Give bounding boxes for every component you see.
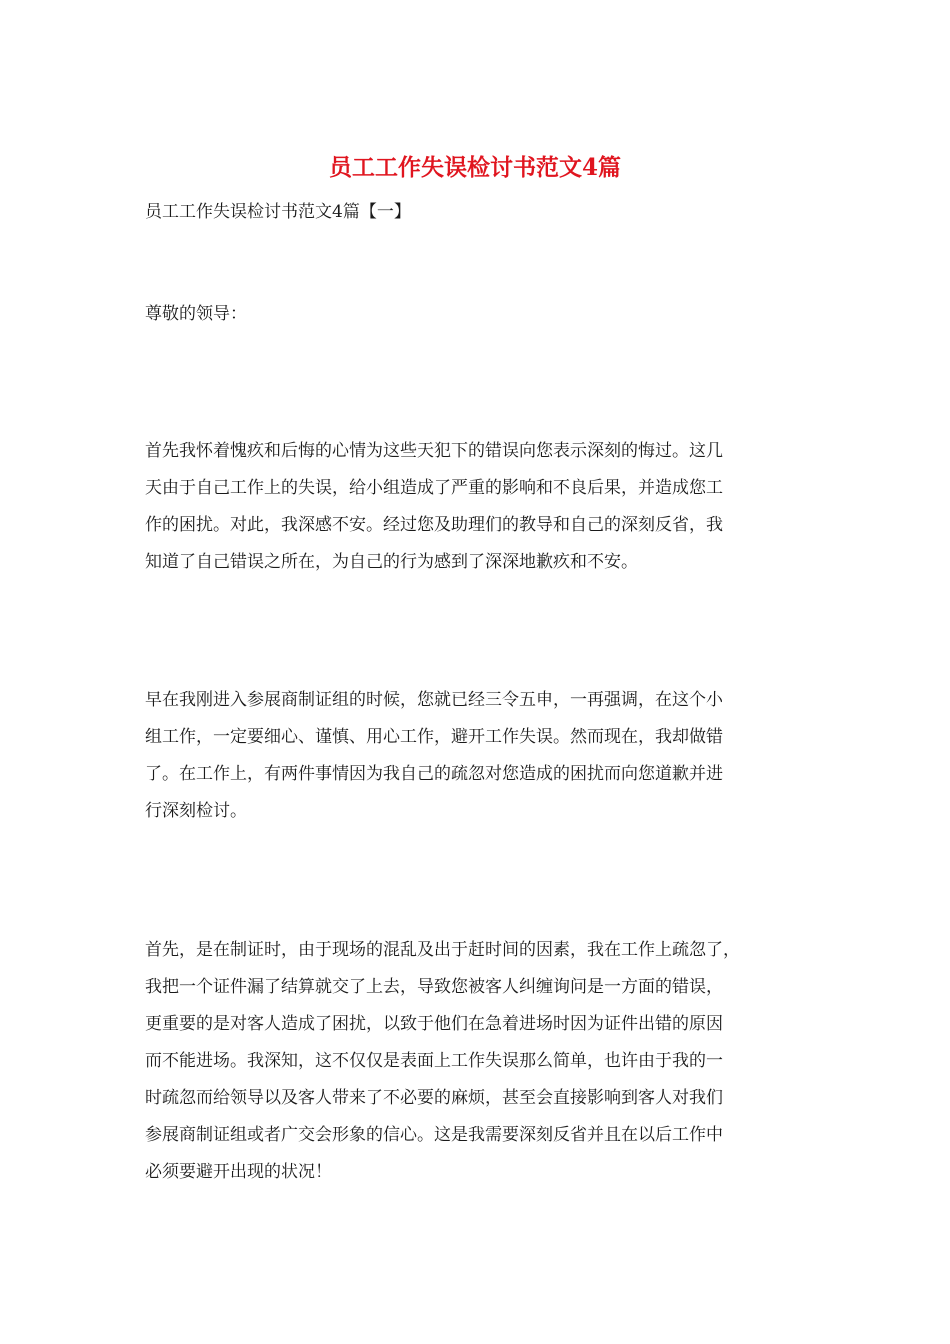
document-title: 员工工作失误检讨书范文4篇 <box>328 154 621 181</box>
paragraph-line: 参展商制证组或者广交会形象的信心。这是我需要深刻反省并且在以后工作中 <box>145 1125 723 1145</box>
paragraph-3 <box>145 936 835 1195</box>
paragraph-line: 首先，是在制证时，由于现场的混乱及出于赶时间的因素，我在工作上疏忽了， <box>145 940 740 960</box>
paragraph-line: 而不能进场。我深知，这不仅仅是表面上工作失误那么简单，也许由于我的一 <box>145 1051 723 1071</box>
document-subtitle: 员工工作失误检讨书范文4篇【一】 <box>145 202 411 222</box>
paragraph-line: 天由于自己工作上的失误，给小组造成了严重的影响和不良后果，并造成您工 <box>145 478 723 498</box>
paragraph-line: 更重要的是对客人造成了困扰，以致于他们在急着进场时因为证件出错的原因 <box>145 1014 723 1034</box>
paragraph-line: 首先我怀着愧疚和后悔的心情为这些天犯下的错误向您表示深刻的悔过。这几 <box>145 441 723 461</box>
paragraph-line: 作的困扰。对此，我深感不安。经过您及助理们的教导和自己的深刻反省，我 <box>145 515 723 535</box>
paragraph-line: 知道了自己错误之所在，为自己的行为感到了深深地歉疚和不安。 <box>145 552 638 572</box>
paragraph-2 <box>145 686 835 834</box>
paragraph-line: 时疏忽而给领导以及客人带来了不必要的麻烦，甚至会直接影响到客人对我们 <box>145 1088 723 1108</box>
paragraph-line: 早在我刚进入参展商制证组的时候，您就已经三令五申，一再强调，在这个小 <box>145 690 723 710</box>
paragraph-line: 我把一个证件漏了结算就交了上去，导致您被客人纠缠询问是一方面的错误， <box>145 977 723 997</box>
paragraph-line: 必须要避开出现的状况！ <box>145 1162 332 1182</box>
paragraph-line: 了。在工作上，有两件事情因为我自己的疏忽对您造成的困扰而向您道歉并进 <box>145 764 723 784</box>
paragraph-line: 行深刻检讨。 <box>145 801 247 821</box>
salutation: 尊敬的领导： <box>145 304 247 324</box>
paragraph-line: 组工作，一定要细心、谨慎、用心工作，避开工作失误。然而现在，我却做错 <box>145 727 723 747</box>
paragraph-1 <box>145 437 835 585</box>
